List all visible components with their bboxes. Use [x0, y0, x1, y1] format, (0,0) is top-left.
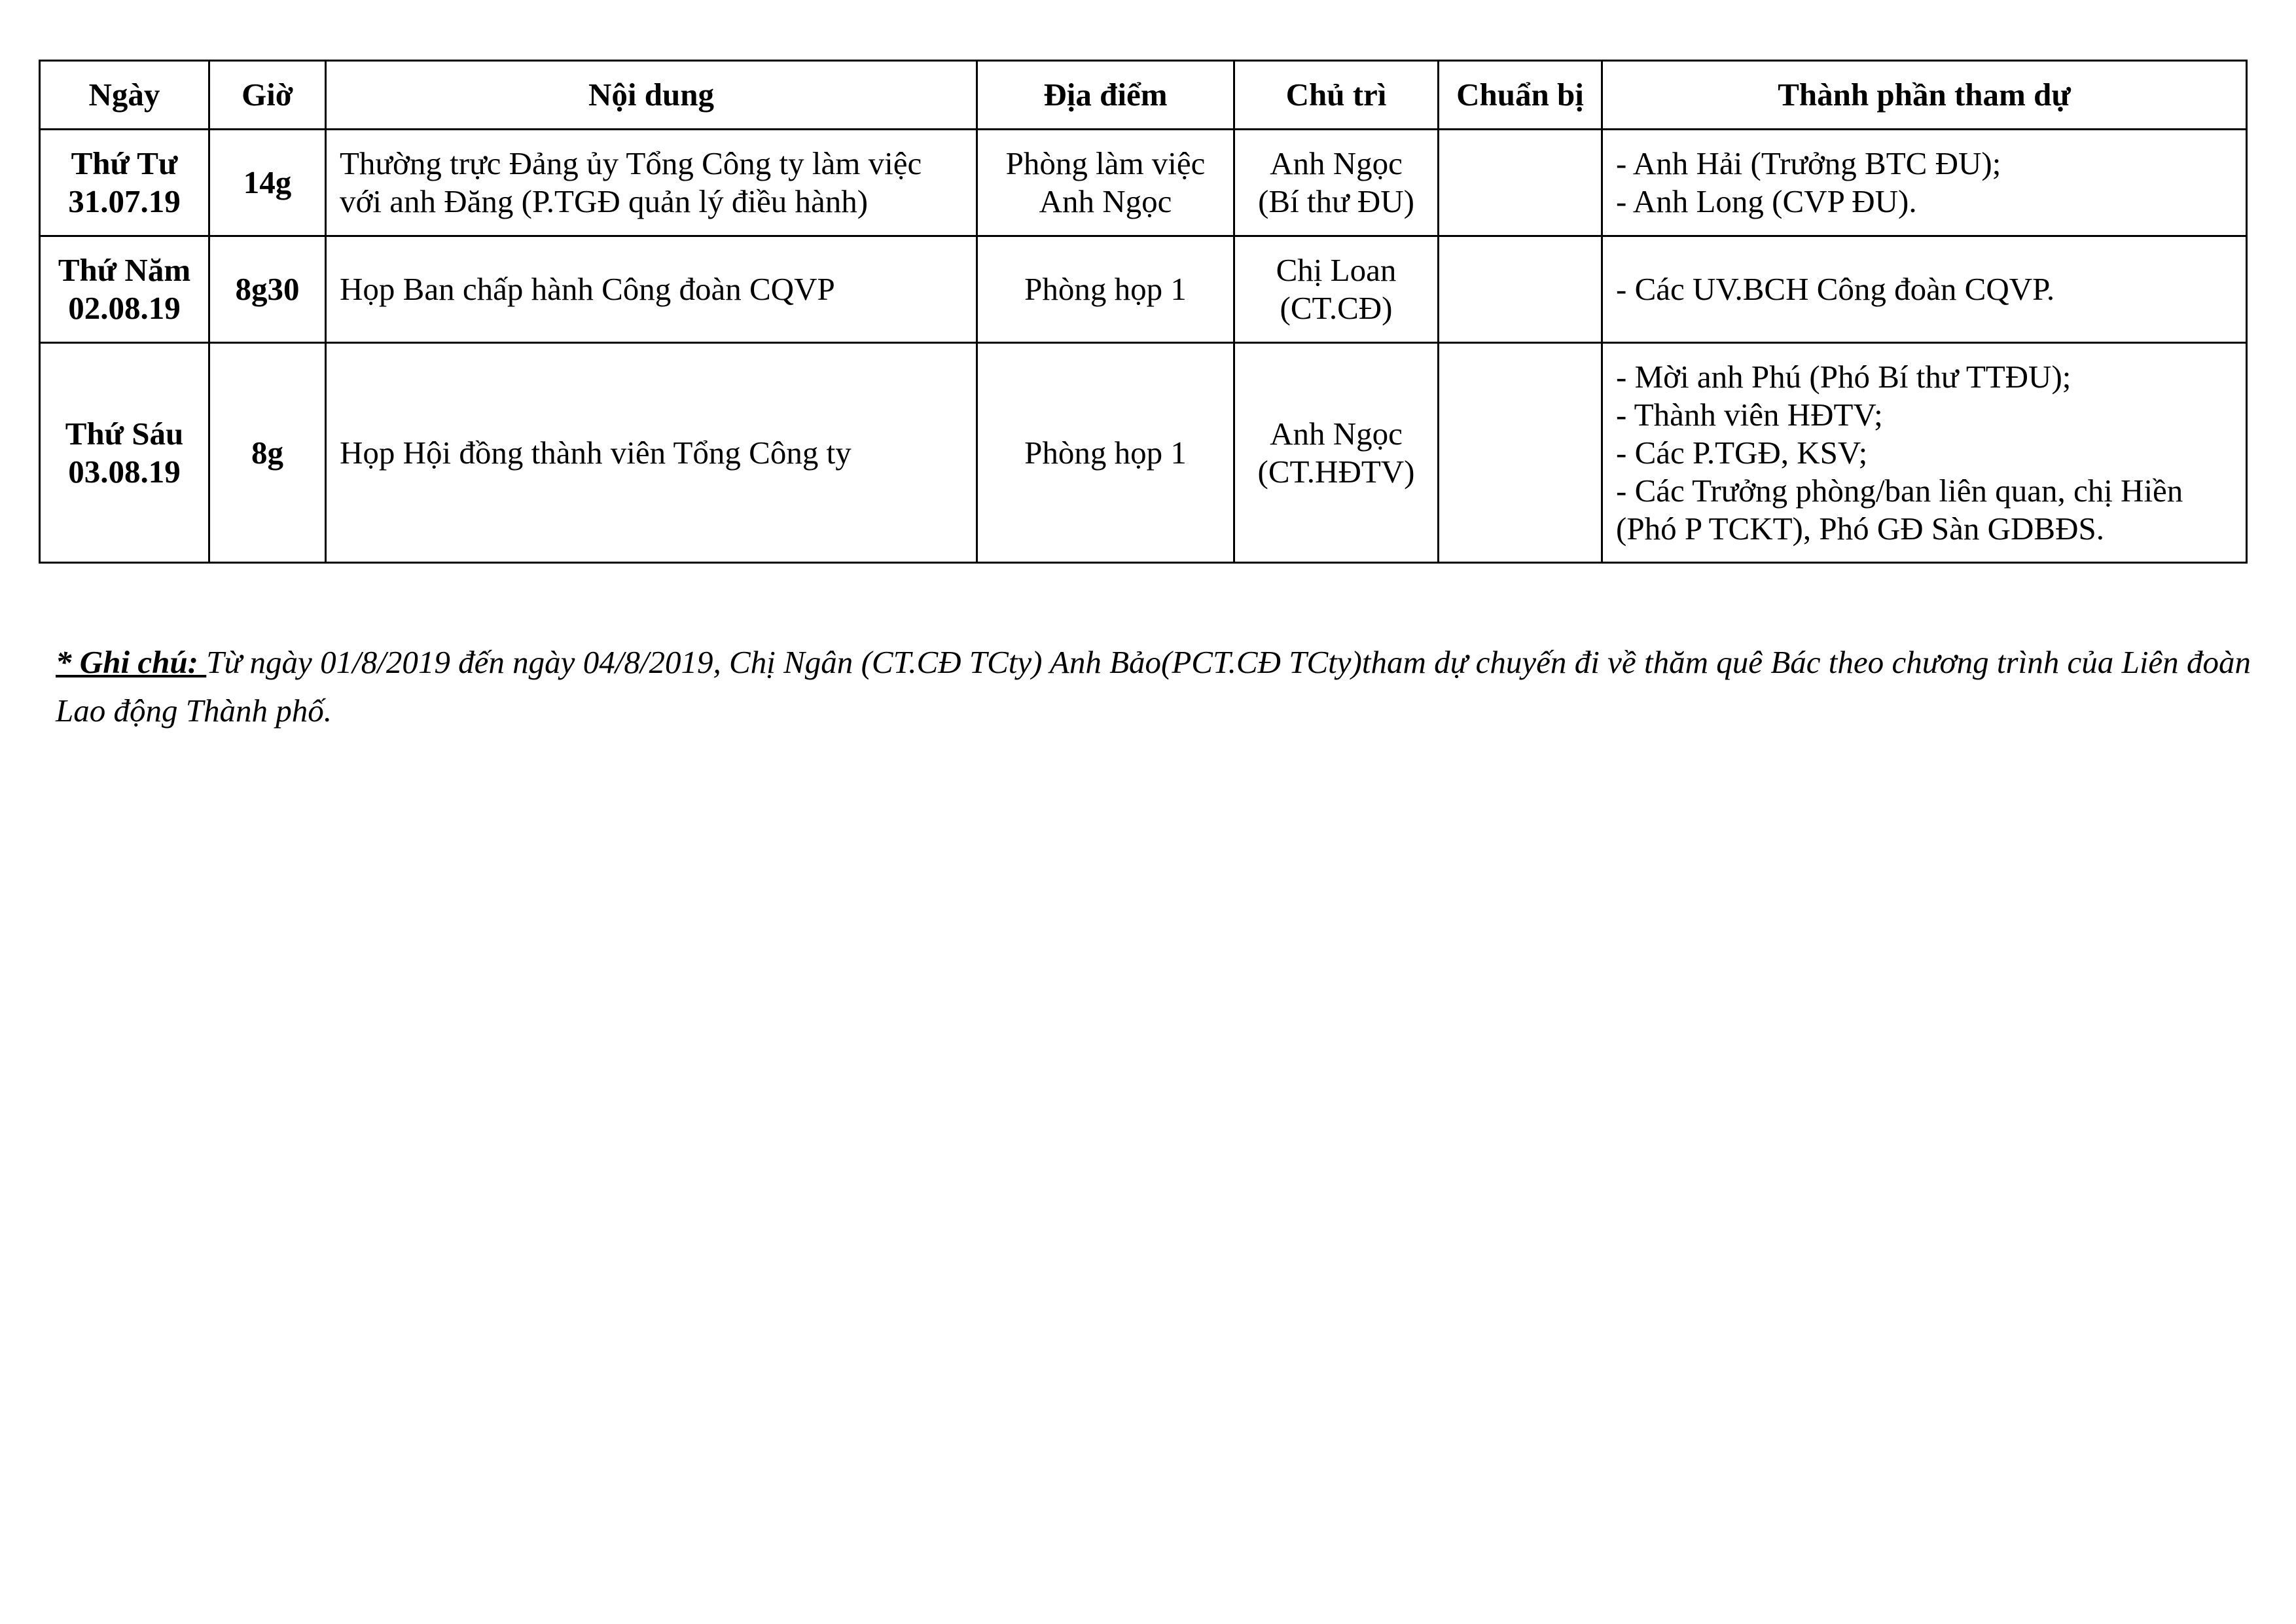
- header-content: Nội dung: [326, 61, 977, 130]
- content-line: Thường trực Đảng ủy Tổng Công ty làm việc: [340, 145, 922, 181]
- prep-cell: [1439, 130, 1602, 236]
- table-row: [40, 130, 2247, 236]
- header-prep: Chuẩn bị: [1439, 61, 1602, 130]
- attendees-cell: [1602, 236, 2247, 343]
- attendee-line: (Phó P TCKT), Phó GĐ Sàn GDBĐS.: [1616, 510, 2104, 547]
- content-cell: [326, 343, 977, 563]
- chair-line: (CT.CĐ): [1280, 290, 1393, 326]
- content-cell: [326, 236, 977, 343]
- attendee-line: - Các UV.BCH Công đoàn CQVP.: [1616, 271, 2055, 307]
- chair-line: Anh Ngọc: [1270, 415, 1403, 452]
- attendee-line: - Anh Long (CVP ĐU).: [1616, 183, 1917, 219]
- chair-cell: [1234, 343, 1439, 563]
- header-time: Giờ: [209, 61, 326, 130]
- chair-line: (CT.HĐTV): [1257, 453, 1415, 490]
- attendee-line: - Thành viên HĐTV;: [1616, 396, 1883, 433]
- time-cell: 14g: [209, 130, 326, 236]
- day-date: 31.07.19: [68, 183, 181, 219]
- day-cell: [40, 130, 209, 236]
- day-cell: [40, 236, 209, 343]
- table-row: [40, 236, 2247, 343]
- place-cell: [977, 343, 1234, 563]
- prep-cell: [1439, 236, 1602, 343]
- table-row: [40, 343, 2247, 563]
- attendee-line: - Các P.TGĐ, KSV;: [1616, 434, 1868, 471]
- place-line: Phòng họp 1: [1024, 434, 1187, 471]
- attendee-line: - Anh Hải (Trưởng BTC ĐU);: [1616, 145, 2001, 181]
- day-name: Thứ Sáu: [65, 415, 184, 452]
- table-header-row: [40, 61, 2247, 130]
- weekly-schedule-table: [39, 60, 2248, 564]
- day-name: Thứ Năm: [58, 252, 191, 288]
- attendee-line: - Mời anh Phú (Phó Bí thư TTĐU);: [1616, 358, 2072, 395]
- chair-cell: [1234, 236, 1439, 343]
- content-line: Họp Ban chấp hành Công đoàn CQVP: [340, 271, 835, 307]
- chair-cell: [1234, 130, 1439, 236]
- header-chair: Chủ trì: [1234, 61, 1439, 130]
- footnote-label: * Ghi chú:: [56, 644, 207, 680]
- place-cell: [977, 130, 1234, 236]
- prep-cell: [1439, 343, 1602, 563]
- chair-line: (Bí thư ĐU): [1258, 183, 1414, 219]
- attendees-cell: [1602, 343, 2247, 563]
- content-line: Họp Hội đồng thành viên Tổng Công ty: [340, 434, 852, 471]
- day-date: 03.08.19: [68, 453, 181, 490]
- time-cell: 8g: [209, 343, 326, 563]
- day-name: Thứ Tư: [71, 145, 178, 181]
- footnote: [56, 638, 2251, 735]
- place-line: Phòng làm việc: [1005, 145, 1206, 181]
- day-cell: [40, 343, 209, 563]
- header-place: Địa điểm: [977, 61, 1234, 130]
- place-line: Anh Ngọc: [1039, 183, 1172, 219]
- chair-line: Anh Ngọc: [1270, 145, 1403, 181]
- footnote-text: Từ ngày 01/8/2019 đến ngày 04/8/2019, Chị Ngân (CT.CĐ TCty) Anh Bảo(PCT.CĐ TCty)tham dự chuyến đi về thăm quê Bác theo chương trình của Liên đoàn Lao động Thành phố.: [56, 644, 2251, 729]
- header-day: Ngày: [40, 61, 209, 130]
- day-date: 02.08.19: [68, 290, 181, 326]
- time-cell: 8g30: [209, 236, 326, 343]
- content-line: với anh Đăng (P.TGĐ quản lý điều hành): [340, 183, 869, 219]
- content-cell: [326, 130, 977, 236]
- chair-line: Chị Loan: [1276, 252, 1397, 288]
- attendee-line: - Các Trưởng phòng/ban liên quan, chị Hiền: [1616, 472, 2183, 509]
- place-line: Phòng họp 1: [1024, 271, 1187, 307]
- attendees-cell: [1602, 130, 2247, 236]
- header-attendees: Thành phần tham dự: [1602, 61, 2247, 130]
- place-cell: [977, 236, 1234, 343]
